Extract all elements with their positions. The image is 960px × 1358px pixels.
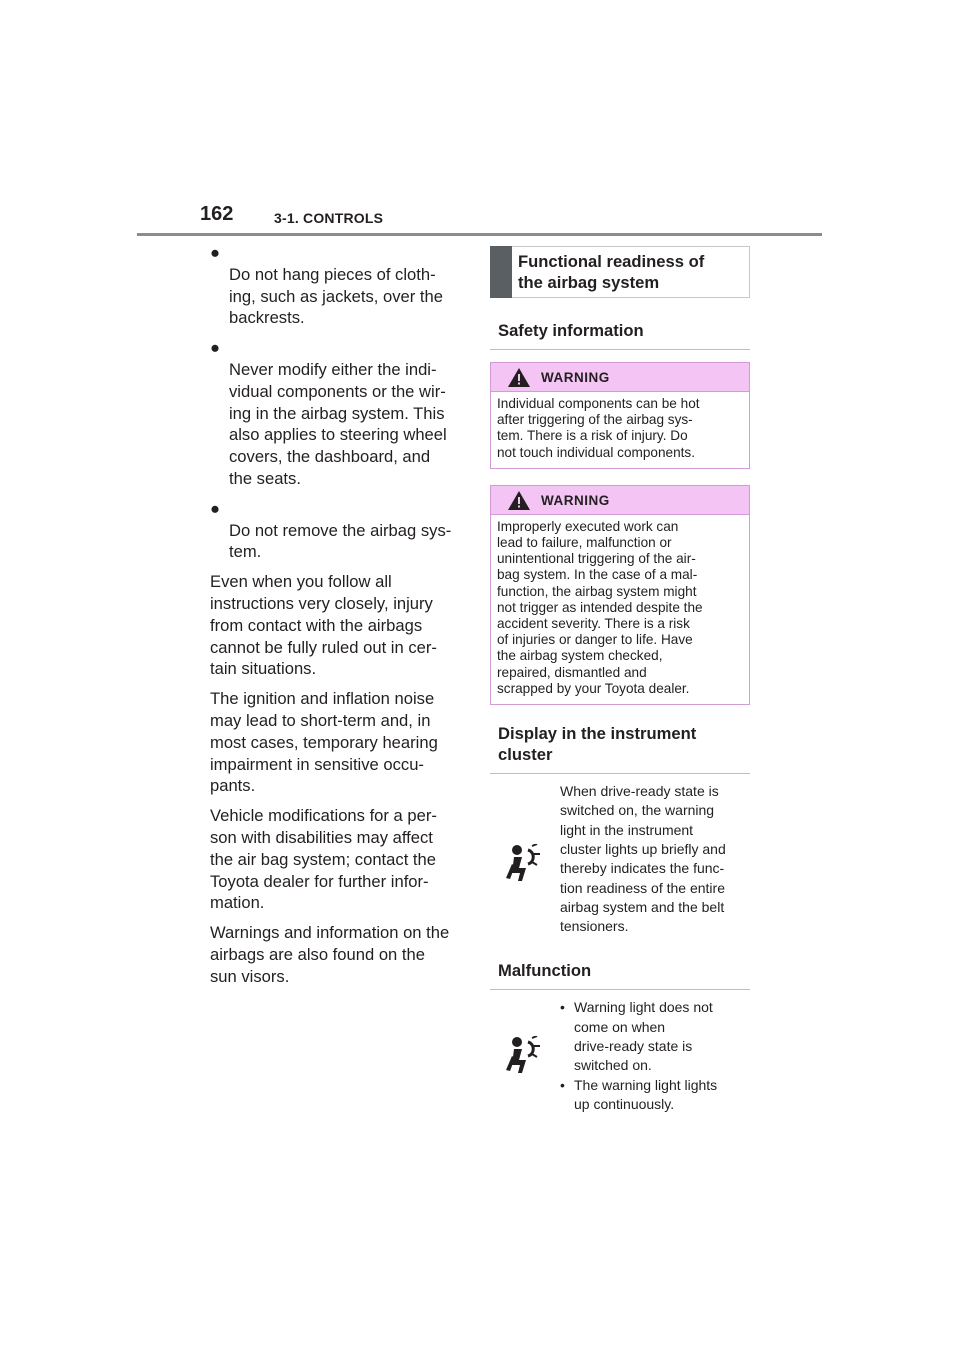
section-title-box (490, 246, 750, 298)
paragraph: Even when you follow all instructions very closely, injury from contact with the airbags cannot be fully ruled out in cer- tain situations. (210, 572, 437, 679)
bullet-dot-icon: • (560, 999, 565, 1016)
bullet-item: ● Never modify either the indi- vidual components or the wir- ing in the airbag system. This also applies to steering wheel covers, the dashboard, and the seats. (210, 338, 447, 488)
chapter-title: 3-1. CONTROLS (274, 210, 384, 226)
warning-triangle-icon (508, 491, 530, 510)
section-bar (490, 246, 512, 298)
warning-header (491, 363, 749, 392)
list-item: • Warning light does not come on when drive-ready state is switched on. (560, 999, 713, 1074)
warning-box (490, 485, 750, 705)
list-item: • The warning light lights up continuously. (560, 1076, 718, 1112)
bullet-dot-icon: • (560, 1076, 565, 1093)
display-text: When drive-ready state is switched on, the warning light in the instrument cluster lights up briefly and thereby indicates the func- tion readiness of the entire airbag system and the belt tensioners. (560, 783, 726, 935)
warning-box (490, 362, 750, 469)
warning-label: WARNING (541, 492, 610, 508)
left-column (210, 242, 468, 996)
bullet-dot-icon: ● (210, 498, 221, 518)
paragraph: The ignition and inflation noise may lead to short-term and, in most cases, temporary hearing impairment in sensitive occu- pants. (210, 689, 438, 796)
bullet-item: ● Do not remove the airbag sys- tem. (210, 498, 452, 562)
airbag-seat-icon (506, 1036, 540, 1074)
warning-triangle-icon (508, 368, 530, 387)
paragraph: Warnings and information on the airbags are also found on the sun visors. (210, 923, 450, 986)
warning-text: Improperly executed work can lead to failure, malfunction or unintentional triggering of the air- bag system. In the case of a mal- function, the airbag system might not trigger as intended despite the accident severity. There is a risk of injuries or danger to life. Have the airbag system checked, repaired, dismantled and scrapped by your Toyota dealer. (497, 518, 703, 696)
warning-header (491, 486, 749, 515)
paragraph: Vehicle modifications for a per- son with disabilities may affect the air bag system; contact the Toyota dealer for further infor- mation. (210, 806, 437, 913)
malfunction-info (490, 998, 750, 1114)
bullet-dot-icon: ● (210, 338, 221, 358)
malfunction-heading: Malfunction (490, 952, 750, 990)
page-number: 162 (200, 203, 234, 225)
airbag-seat-icon (506, 844, 540, 882)
display-info (490, 782, 750, 936)
section-title: Functional readiness of the airbag system (518, 252, 705, 292)
bullet-dot-icon: ● (210, 243, 221, 262)
warning-text: Individual components can be hot after triggering of the airbag sys- tem. There is a risk of injury. Do not touch individual components. (497, 396, 700, 460)
bullet-item: ● Do not hang pieces of cloth- ing, such as jackets, over the backrests. (210, 243, 443, 328)
malfunction-list (560, 998, 750, 1114)
display-heading: Display in the instrument cluster (490, 715, 750, 774)
right-column (490, 246, 750, 1114)
warning-label: WARNING (541, 370, 610, 385)
header-divider (137, 233, 822, 236)
safety-heading: Safety information (490, 312, 750, 350)
